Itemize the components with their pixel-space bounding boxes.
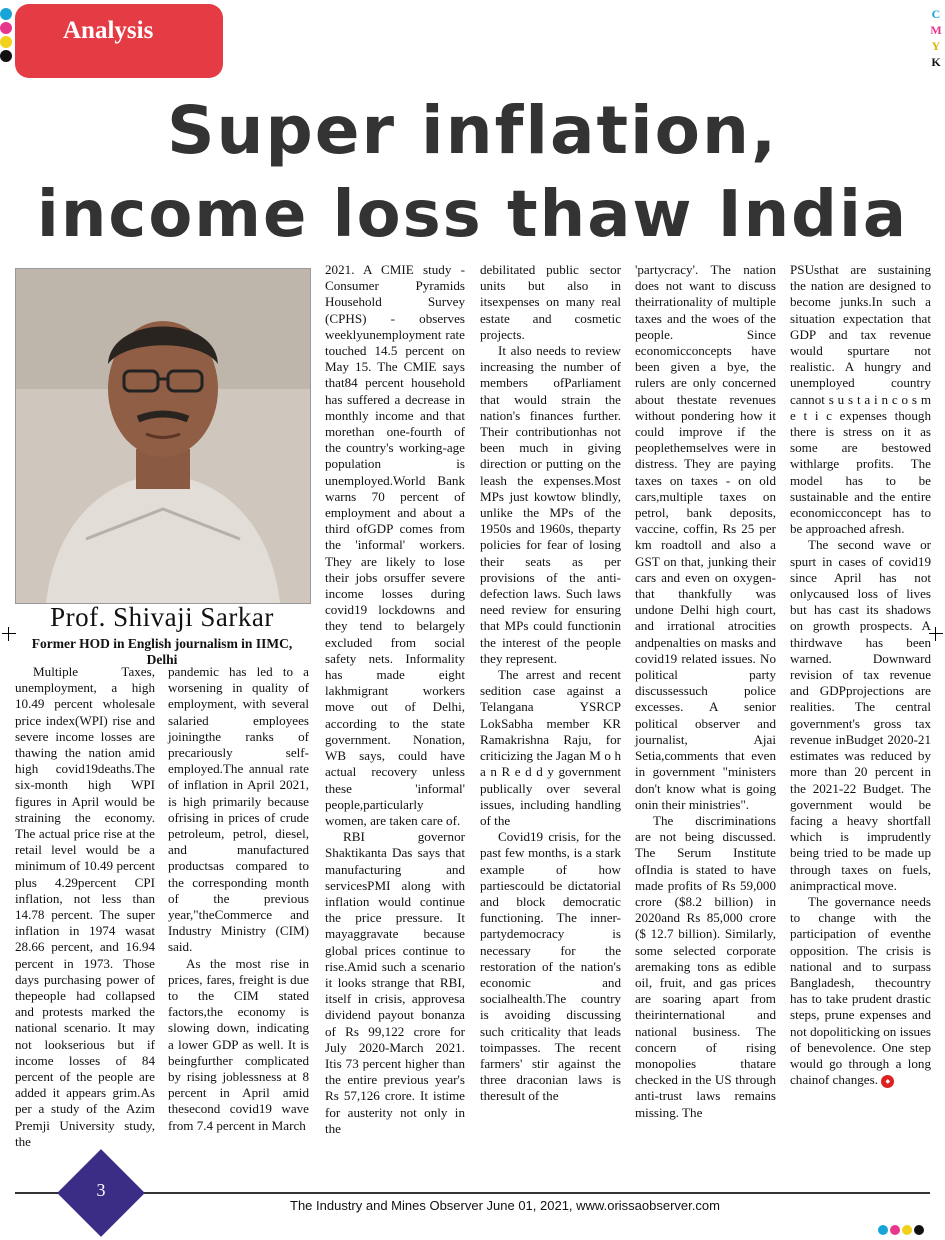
registration-mark-icon: [929, 627, 943, 641]
article-column-3: [325, 262, 465, 1137]
paragraph: pandemic has led to a worsening in quality of employment, with several salaried employees joiningthe ranks of precariously self-employed.The annual rate of inflation in April 2021, is high primarily because ofrising in prices of crude petroleum, petrol, diesel, and manufactured productsas compared to the corresponding month of the previous year,"theCommerce and Industry Ministry (CIM) said.: [168, 664, 309, 955]
headline-line-2: income loss thaw India: [36, 178, 909, 252]
article-column-4: [480, 262, 621, 1105]
headline-line-1: Super inflation,: [166, 92, 779, 169]
paragraph: RBI governor Shaktikanta Das says that manufacturing and servicesPMI along with inflation would continue the price pressure. It mayaggravate because global prices continue to rise.Amid such a scenario it looks strange that RBI, itself in crisis, approvesa dividend payout bonanza of Rs 99,122 crore for July 2020-March 2021. Itis 73 percent higher than the entire previous year's Rs 57,126 crore. It istime for austerity not only in the: [325, 829, 465, 1136]
paragraph: As the most rise in prices, fares, freight is due to the CIM stated factors,the economy is slowing down, indicating a lower GDP as well. It is beingfurther complicated by rising joblessness at 8 percent in April amid thesecond covid19 wave from 7.4 percent in March: [168, 955, 309, 1133]
registration-mark-icon: [2, 627, 16, 641]
section-badge: [15, 4, 223, 78]
paragraph: 2021. A CMIE study - Consumer Pyramids Household Survey (CPHS) - observes weeklyunemployment rate touched 14.5 percent on May 15. The CMIE says that84 percent household has suffered a decrease in monthly income and that morethan one-fourth of the country's working-age population is unemployed.World Bank warns 70 percent of employment and about a third ofGDP comes from the 'informal' workers. They are likely to lose their jobs orsuffer severe income losses during covid19 lockdowns and they tend to belargely excluded from social safety nets. Informality has made eight lakhmigrant workers move out of Delhi, according to the state government. Nonation, WB says, could have actual recovery unless these 'informal' people,particularly women, are taken care of.: [325, 262, 465, 828]
cmyk-marks: [929, 6, 943, 70]
paragraph: Multiple Taxes, unemployment, a high 10.49 percent wholesale price index(WPI) rise and severe income losses are thawing the nation amid high covid19deaths.The six-month high WPI figures in April would be straining the economy. The actual price rise at the retail level would be a minimum of 10.49 percent plus 4.29percent CPI inflation, not less than 14.78 percent. The super inflation in 1974 wasat 28.66 percent, and 16.94 percent in 1973. Those days purchasing power of thepeople had collapsed and protests marked the national scenario. It may not lookserious but if income losses of 84 percent of the people are added it appears grim.As per a study of the Azim Premji University study, the: [15, 664, 155, 1149]
article-column-2: [168, 664, 309, 1134]
section-label: Analysis: [63, 17, 154, 44]
article-column-5: [635, 262, 776, 1121]
paragraph: debilitated public sector units but also in itsexpenses on many real estate and cosmetic projects.: [480, 262, 621, 342]
paragraph: The second wave or spurt in cases of covid19 since April has not onlycaused loss of lives but has cast its shadows on growth prospects. A thirdwave has been warned. Downward revision of tax revenue and GDPprojections are realities. The central government's gross tax revenue inBudget 2020-21 estimates was reduced by more than 20 percent in the 2021-22 Budget. The government would be facing a heavy shortfall which is imprudently being tried to be made up through taxes on fuels, animpractical move.: [790, 537, 931, 893]
paragraph-text: The governance needs to change with the participation of eventhe opposition. The crisis is national and to surpass Bangladesh, thecountry has to take prudent drastic steps, prune expenses and not dopoliticking on issues of benevolence. One step would go through a long chainof changes.: [790, 893, 931, 1088]
paragraph: It also needs to review increasing the number of members ofParliament that would strain the nation's finances further. Their contributionhas not been much in giving direction or putting on the leash the expenses.Most MPs just kowtow blindly, unlike the MPs of the 1950s and 1960s, theparty policies for fear of losing their seats as per provisions of the anti-defection laws. Such laws need review for ensuring that MPs could functionin the interest of the people they represent.: [480, 343, 621, 666]
footer-publication-line: The Industry and Mines Observer June 01, 2021, www.orissaobserver.com: [290, 1198, 720, 1213]
cmyk-m: M: [930, 23, 942, 37]
cmyk-c: C: [931, 7, 941, 21]
cmyk-k: K: [931, 55, 941, 69]
end-of-article-icon: ◆: [881, 1075, 894, 1088]
cmyk-y: Y: [931, 39, 941, 53]
paragraph: [790, 894, 931, 1088]
paragraph: The arrest and recent sedition case against a Telangana YSRCP LokSabha member KR Ramakrishna Raju, for criticizing the Jagan M o h a n R e d d y government publically over several issues, including handling of the: [480, 667, 621, 828]
color-registration-dots-bottom: [878, 1222, 926, 1240]
paragraph: 'partycracy'. The nation does not want to discuss theirrationality of multiple taxes and the woes of the people. Since economicconcepts have been given a bye, the rulers are only concerned about thestate revenues without pondering how it could improve if the peoplethemselves were in distress. They are paying taxes on taxes - on old cars,multiple taxes on petrol, bank deposits, vaccine, coffin, Rs 25 per km roadtoll and also a GST on that, junking their cars and even on oxygen-that thankfully was undone Delhi high court, and irrational atrocities andpenalties on masks and covid19 related issues. No political party discussessuch police excesses. A senior political observer and journalist, Ajai Setia,comments that even in government "ministers don't know what is going onin their ministries".: [635, 262, 776, 812]
paragraph: Covid19 crisis, for the past few months, is a stark example of how partiescould be dictatorial and block democratic functioning. The inner-partydemocracy is necessary for the restoration of the nation's economic and socialhealth.The country is avoiding discussing such criticality that leads toimpasses. The recent farmers' stir against the three draconian laws is theresult of the: [480, 829, 621, 1104]
author-name: Prof. Shivaji Sarkar: [50, 602, 274, 632]
author-photo: [15, 268, 311, 604]
color-registration-dots: [0, 8, 14, 64]
article-column-6: [790, 262, 931, 1088]
paragraph: The discriminations are not being discussed. The Serum Institute ofIndia is stated to have made profits of Rs 59,000 crore ($8.2 billion) in 2020and Rs 85,000 crore ($ 12.7 billion). Similarly, some selected corporate aremaking tons as edible oil, fruit, and gas prices are soaring apart from theirinternational and national business. The concern of rising monopolies thatare checked in the US through anti-trust laws remains missing. The: [635, 812, 776, 1120]
article-column-1: [15, 664, 155, 1150]
footer-rule: [15, 1192, 930, 1194]
paragraph: PSUsthat are sustaining the nation are designed to become junks.In such a situation expectation that GDP and tax revenue would spurtare not realistic. A hungry and unemployed country cannot s u s t a i n c o s m e t i c expenses though there is stress on it as some are bestowed withlarge profits. The model has to be sustainable and the entire economicconcept has to be approached afresh.: [790, 262, 931, 537]
author-title: Former HOD in English journalism in IIMC, Delhi: [31, 636, 293, 667]
page-number: 3: [96, 1180, 106, 1200]
